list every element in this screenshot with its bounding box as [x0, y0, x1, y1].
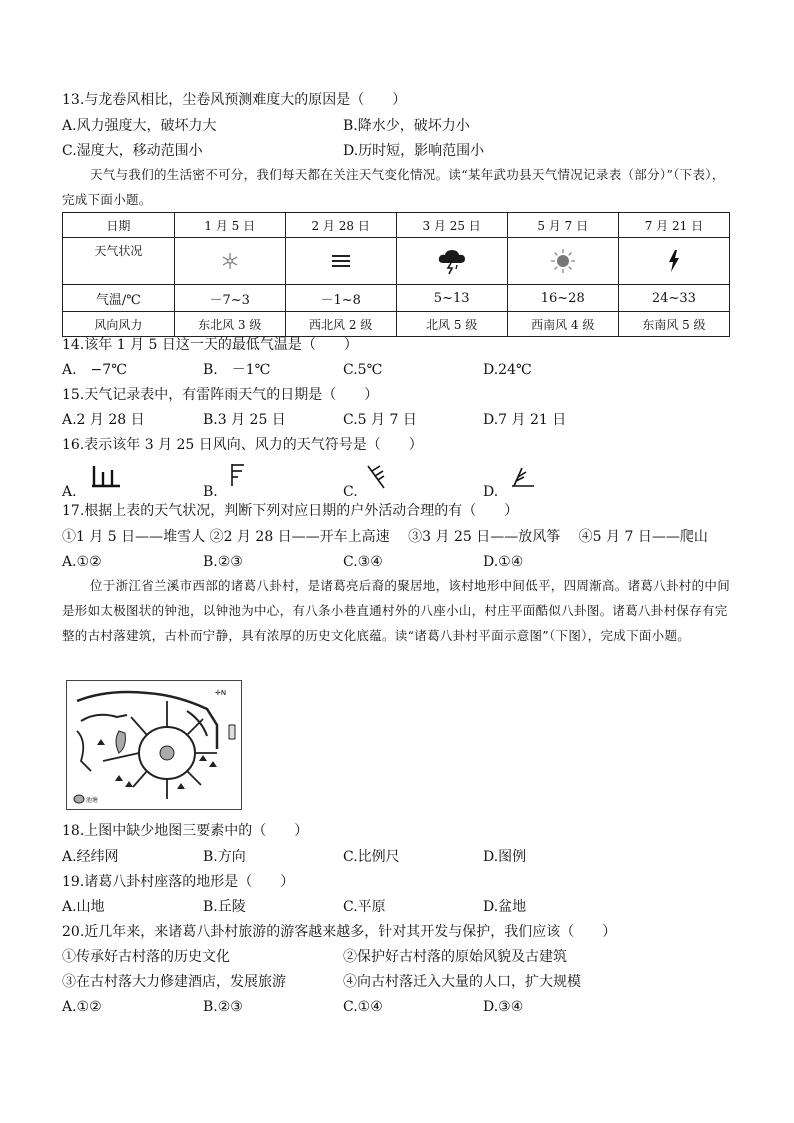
village-map-drawing	[67, 681, 241, 809]
q20-stem: 20.近几年来，来诸葛八卦村旅游的游客越来越多，针对其开发与保护，我们应该（ ）	[62, 924, 617, 940]
condition-cell	[396, 238, 507, 285]
q16-stem: 16.表示该年 3 月 25 日风向、风力的天气符号是（ ）	[62, 437, 423, 453]
map-legend-label: 池塘	[86, 797, 99, 804]
header-temp: 气温/℃	[63, 285, 175, 312]
q20-item-1: ①传承好古村落的历史文化	[62, 949, 230, 965]
q17-option-c[interactable]: C.③④	[343, 554, 383, 570]
date-cell: 5 月 7 日	[507, 213, 618, 238]
q17-stem: 17.根据上表的天气状况，判断下列对应日期的户外活动合理的有（ ）	[62, 503, 519, 519]
q16-option-b[interactable]: B.	[203, 484, 218, 500]
q17-option-d[interactable]: D.①④	[483, 554, 524, 570]
fog-icon	[330, 253, 352, 269]
q13-stem: 13.与龙卷风相比，尘卷风预测难度大的原因是（ ）	[62, 92, 407, 108]
header-condition: 天气状况	[63, 238, 175, 285]
q14-option-b[interactable]: B. －1℃	[203, 362, 271, 378]
q16-option-c[interactable]: C.	[343, 484, 358, 500]
lightning-icon	[667, 250, 681, 272]
thunderstorm-icon	[437, 247, 467, 275]
q14-option-a[interactable]: A. −7℃	[62, 362, 127, 378]
q17-option-a[interactable]: A.①②	[62, 554, 102, 570]
q19-option-a[interactable]: A.山地	[62, 899, 105, 915]
condition-cell	[174, 238, 285, 285]
q17-items: ①1 月 5 日——堆雪人 ②2 月 28 日——开车上高速 ③3 月 25 日——放风筝 ④5 月 7 日——爬山	[62, 529, 708, 545]
wind-symbol-b-icon	[228, 462, 248, 488]
q13-option-c[interactable]: C.湿度大，移动范围小	[62, 143, 203, 159]
q19-option-d[interactable]: D.盆地	[483, 899, 527, 915]
wind-cell: 西北风 2 级	[285, 312, 396, 337]
q19-stem: 19.诸葛八卦村座落的地形是（ ）	[62, 874, 295, 890]
wind-cell: 北风 5 级	[396, 312, 507, 337]
q13-option-b[interactable]: B.降水少，破坏力小	[343, 118, 470, 134]
q16-option-d[interactable]: D.	[483, 484, 499, 500]
q20-item-2: ②保护好古村落的原始风貌及古建筑	[343, 949, 567, 965]
q15-option-b[interactable]: B.3 月 25 日	[203, 412, 286, 428]
q17-option-b[interactable]: B.②③	[203, 554, 243, 570]
q20-item-4: ④向古村落迁入大量的人口，扩大规模	[343, 974, 581, 990]
q20-option-c[interactable]: C.①④	[343, 999, 383, 1015]
header-date: 日期	[63, 213, 175, 238]
intro-weather: 天气与我们的生活密不可分，我们每天都在关注天气变化情况。读“某年武功县天气情况记录表（部分）”（下表），完成下面小题。	[62, 167, 725, 207]
temp-cell: 5~13	[396, 285, 507, 312]
svg-text:✛N: ✛N	[215, 689, 227, 697]
q20-option-b[interactable]: B.②③	[203, 999, 243, 1015]
q14-stem: 14.该年 1 月 5 日这一天的最低气温是（ ）	[62, 337, 358, 353]
q18-option-d[interactable]: D.图例	[483, 849, 527, 865]
q15-stem: 15.天气记录表中，有雷阵雨天气的日期是（ ）	[62, 387, 379, 403]
q14-option-d[interactable]: D.24℃	[483, 362, 532, 378]
sunny-icon	[550, 248, 576, 274]
q15-option-c[interactable]: C.5 月 7 日	[343, 412, 417, 428]
q16-option-a[interactable]: A.	[62, 484, 77, 500]
wind-cell: 西南风 4 级	[507, 312, 618, 337]
q20-option-a[interactable]: A.①②	[62, 999, 102, 1015]
condition-cell	[618, 238, 729, 285]
q18-option-b[interactable]: B.方向	[203, 849, 246, 865]
q18-option-c[interactable]: C.比例尺	[343, 849, 400, 865]
date-cell: 7 月 21 日	[618, 213, 729, 238]
weather-table	[62, 212, 730, 337]
q13-option-d[interactable]: D.历时短，影响范围小	[343, 143, 485, 159]
q20-item-3: ③在古村落大力修建酒店，发展旅游	[62, 974, 286, 990]
wind-cell: 东北风 3 级	[174, 312, 285, 337]
temp-cell: －7~3	[174, 285, 285, 312]
q13-option-a[interactable]: A.风力强度大，破坏力大	[62, 118, 217, 134]
q14-option-c[interactable]: C.5℃	[343, 362, 383, 378]
q15-option-a[interactable]: A.2 月 28 日	[62, 412, 145, 428]
wind-symbol-d-icon	[508, 466, 536, 490]
temp-cell: 24~33	[618, 285, 729, 312]
snow-icon	[221, 252, 239, 270]
village-map	[66, 680, 242, 810]
q18-stem: 18.上图中缺少地图三要素中的（ ）	[62, 823, 309, 839]
header-wind: 风向风力	[63, 312, 175, 337]
q15-option-d[interactable]: D.7 月 21 日	[483, 412, 567, 428]
wind-symbol-a-icon	[90, 464, 122, 488]
q19-option-b[interactable]: B.丘陵	[203, 899, 246, 915]
q18-option-a[interactable]: A.经纬网	[62, 849, 119, 865]
date-cell: 2 月 28 日	[285, 213, 396, 238]
q20-option-d[interactable]: D.③④	[483, 999, 524, 1015]
date-cell: 1 月 5 日	[174, 213, 285, 238]
condition-cell	[507, 238, 618, 285]
q19-option-c[interactable]: C.平原	[343, 899, 386, 915]
wind-cell: 东南风 5 级	[618, 312, 729, 337]
intro-village: 位于浙江省兰溪市西部的诸葛八卦村，是诸葛亮后裔的聚居地，该村地形中间低平，四周渐高。诸葛八卦村的中间是形如太极图状的钟池，以钟池为中心，有八条小巷直通村外的八座小山，村庄平面酷似八卦图。诸葛八卦村保存有完整的古村落建筑，古朴而宁静，具有浓厚的历史文化底蕴。读“诸葛八卦村平面示意图”（下图），完成下面小题。	[62, 578, 731, 643]
wind-symbol-c-icon	[364, 462, 388, 490]
condition-cell	[285, 238, 396, 285]
temp-cell: 16~28	[507, 285, 618, 312]
date-cell: 3 月 25 日	[396, 213, 507, 238]
temp-cell: －1~8	[285, 285, 396, 312]
